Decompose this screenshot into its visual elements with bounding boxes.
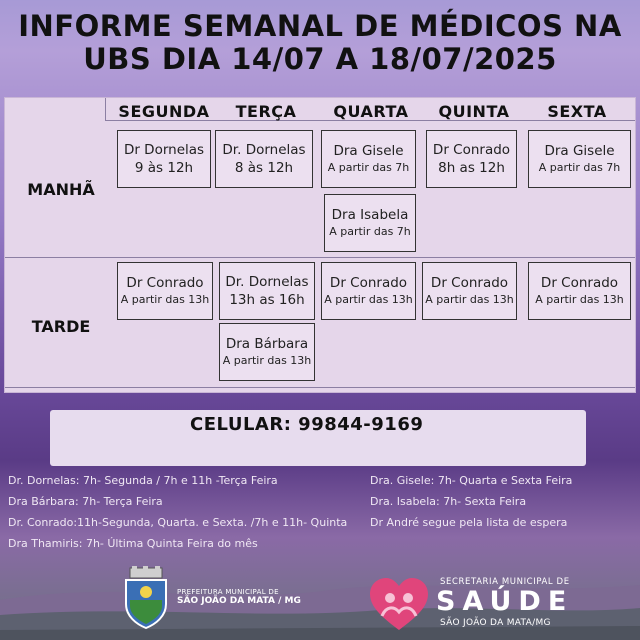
bottom-divider bbox=[5, 387, 635, 388]
doctor-time: 8 às 12h bbox=[234, 160, 294, 176]
prefeitura-city: SÃO JOÃO DA MATA / MG bbox=[177, 596, 301, 606]
note-dornelas: Dr. Dornelas: 7h- Segunda / 7h e 11h -Terça Feira bbox=[8, 474, 278, 487]
prefeitura-label: PREFEITURA MUNICIPAL DE bbox=[177, 588, 279, 596]
doctor-name: Dr Conrado bbox=[432, 142, 511, 158]
doctor-name: Dra Isabela bbox=[331, 207, 409, 223]
doctor-time: A partir das 13h bbox=[222, 354, 312, 367]
period-divider bbox=[5, 257, 635, 258]
doctor-time: A partir das 13h bbox=[535, 293, 624, 306]
notes-left bbox=[8, 470, 347, 554]
note-gisele: Dra. Gisele: 7h- Quarta e Sexta Feira bbox=[370, 474, 573, 487]
doctor-name: Dr Conrado bbox=[540, 275, 619, 291]
doctor-time: A partir das 13h bbox=[120, 293, 210, 306]
period-label-afternoon: TARDE bbox=[31, 317, 91, 336]
doctor-name: Dra Gisele bbox=[544, 143, 615, 159]
day-header-quinta: QUINTA bbox=[438, 102, 510, 121]
day-header-sexta: SEXTA bbox=[547, 102, 607, 121]
morning-cell-sexta bbox=[528, 130, 631, 188]
doctor-name: Dra Bárbara bbox=[225, 336, 309, 352]
day-header-terca: TERÇA bbox=[235, 102, 297, 121]
afternoon-cell-segunda bbox=[117, 262, 213, 320]
secretaria-label: SECRETARIA MUNICIPAL DE bbox=[440, 577, 570, 587]
morning-cell-segunda bbox=[117, 130, 211, 188]
saude-wordmark: SAÚDE bbox=[436, 586, 574, 617]
doctor-name: Dra Gisele bbox=[333, 143, 404, 159]
morning-cell-quarta-2 bbox=[324, 194, 416, 252]
afternoon-cell-terca-2 bbox=[219, 323, 315, 381]
doctor-name: Dr Conrado bbox=[430, 275, 509, 291]
doctor-time: 9 às 12h bbox=[134, 160, 194, 176]
doctor-name: Dr. Dornelas bbox=[225, 274, 309, 290]
doctor-time: A partir das 13h bbox=[425, 293, 514, 306]
doctor-time: A partir das 7h bbox=[327, 161, 410, 174]
day-header-segunda: SEGUNDA bbox=[118, 102, 210, 121]
city-coat-of-arms-icon bbox=[118, 566, 174, 630]
secretaria-city: SÃO JOÃO DA MATA/MG bbox=[440, 618, 551, 628]
notes-right bbox=[370, 470, 572, 533]
morning-cell-quinta bbox=[426, 130, 517, 188]
header-left-divider bbox=[105, 98, 106, 120]
doctor-time: A partir das 7h bbox=[538, 161, 621, 174]
period-label-morning: MANHÃ bbox=[27, 180, 95, 199]
note-conrado: Dr. Conrado:11h-Segunda, Quarta. e Sexta. /7h e 11h- Quinta bbox=[8, 516, 348, 529]
afternoon-cell-terca bbox=[219, 262, 315, 320]
title-line-2: UBS DIA 14/07 A 18/07/2025 bbox=[83, 42, 557, 76]
note-isabela: Dra. Isabela: 7h- Sexta Feira bbox=[370, 495, 527, 508]
doctor-name: Dr Dornelas bbox=[123, 142, 205, 158]
phone-number: CELULAR: 99844-9169 bbox=[190, 414, 424, 435]
morning-cell-terca bbox=[215, 130, 313, 188]
doctor-time: A partir das 7h bbox=[329, 225, 411, 238]
note-andre: Dr André segue pela lista de espera bbox=[370, 516, 568, 529]
title-line-1: INFORME SEMANAL DE MÉDICOS NA bbox=[18, 9, 622, 43]
afternoon-cell-quinta bbox=[422, 262, 517, 320]
health-heart-logo-icon bbox=[368, 576, 430, 634]
afternoon-cell-quarta bbox=[321, 262, 416, 320]
doctor-time: A partir das 13h bbox=[324, 293, 413, 306]
morning-cell-quarta bbox=[321, 130, 416, 188]
doctor-name: Dr. Dornelas bbox=[222, 142, 306, 158]
day-header-quarta: QUARTA bbox=[333, 102, 409, 121]
schedule-table bbox=[4, 97, 636, 393]
doctor-time: 13h as 16h bbox=[229, 292, 305, 308]
note-barbara: Dra Bárbara: 7h- Terça Feira bbox=[8, 495, 163, 508]
doctor-name: Dr Conrado bbox=[329, 275, 408, 291]
doctor-time: 8h as 12h bbox=[438, 160, 505, 176]
note-thamiris: Dra Thamiris: 7h- Última Quinta Feira do mês bbox=[8, 537, 258, 550]
afternoon-cell-sexta bbox=[528, 262, 631, 320]
page-title bbox=[0, 10, 640, 76]
doctor-name: Dr Conrado bbox=[126, 275, 204, 291]
